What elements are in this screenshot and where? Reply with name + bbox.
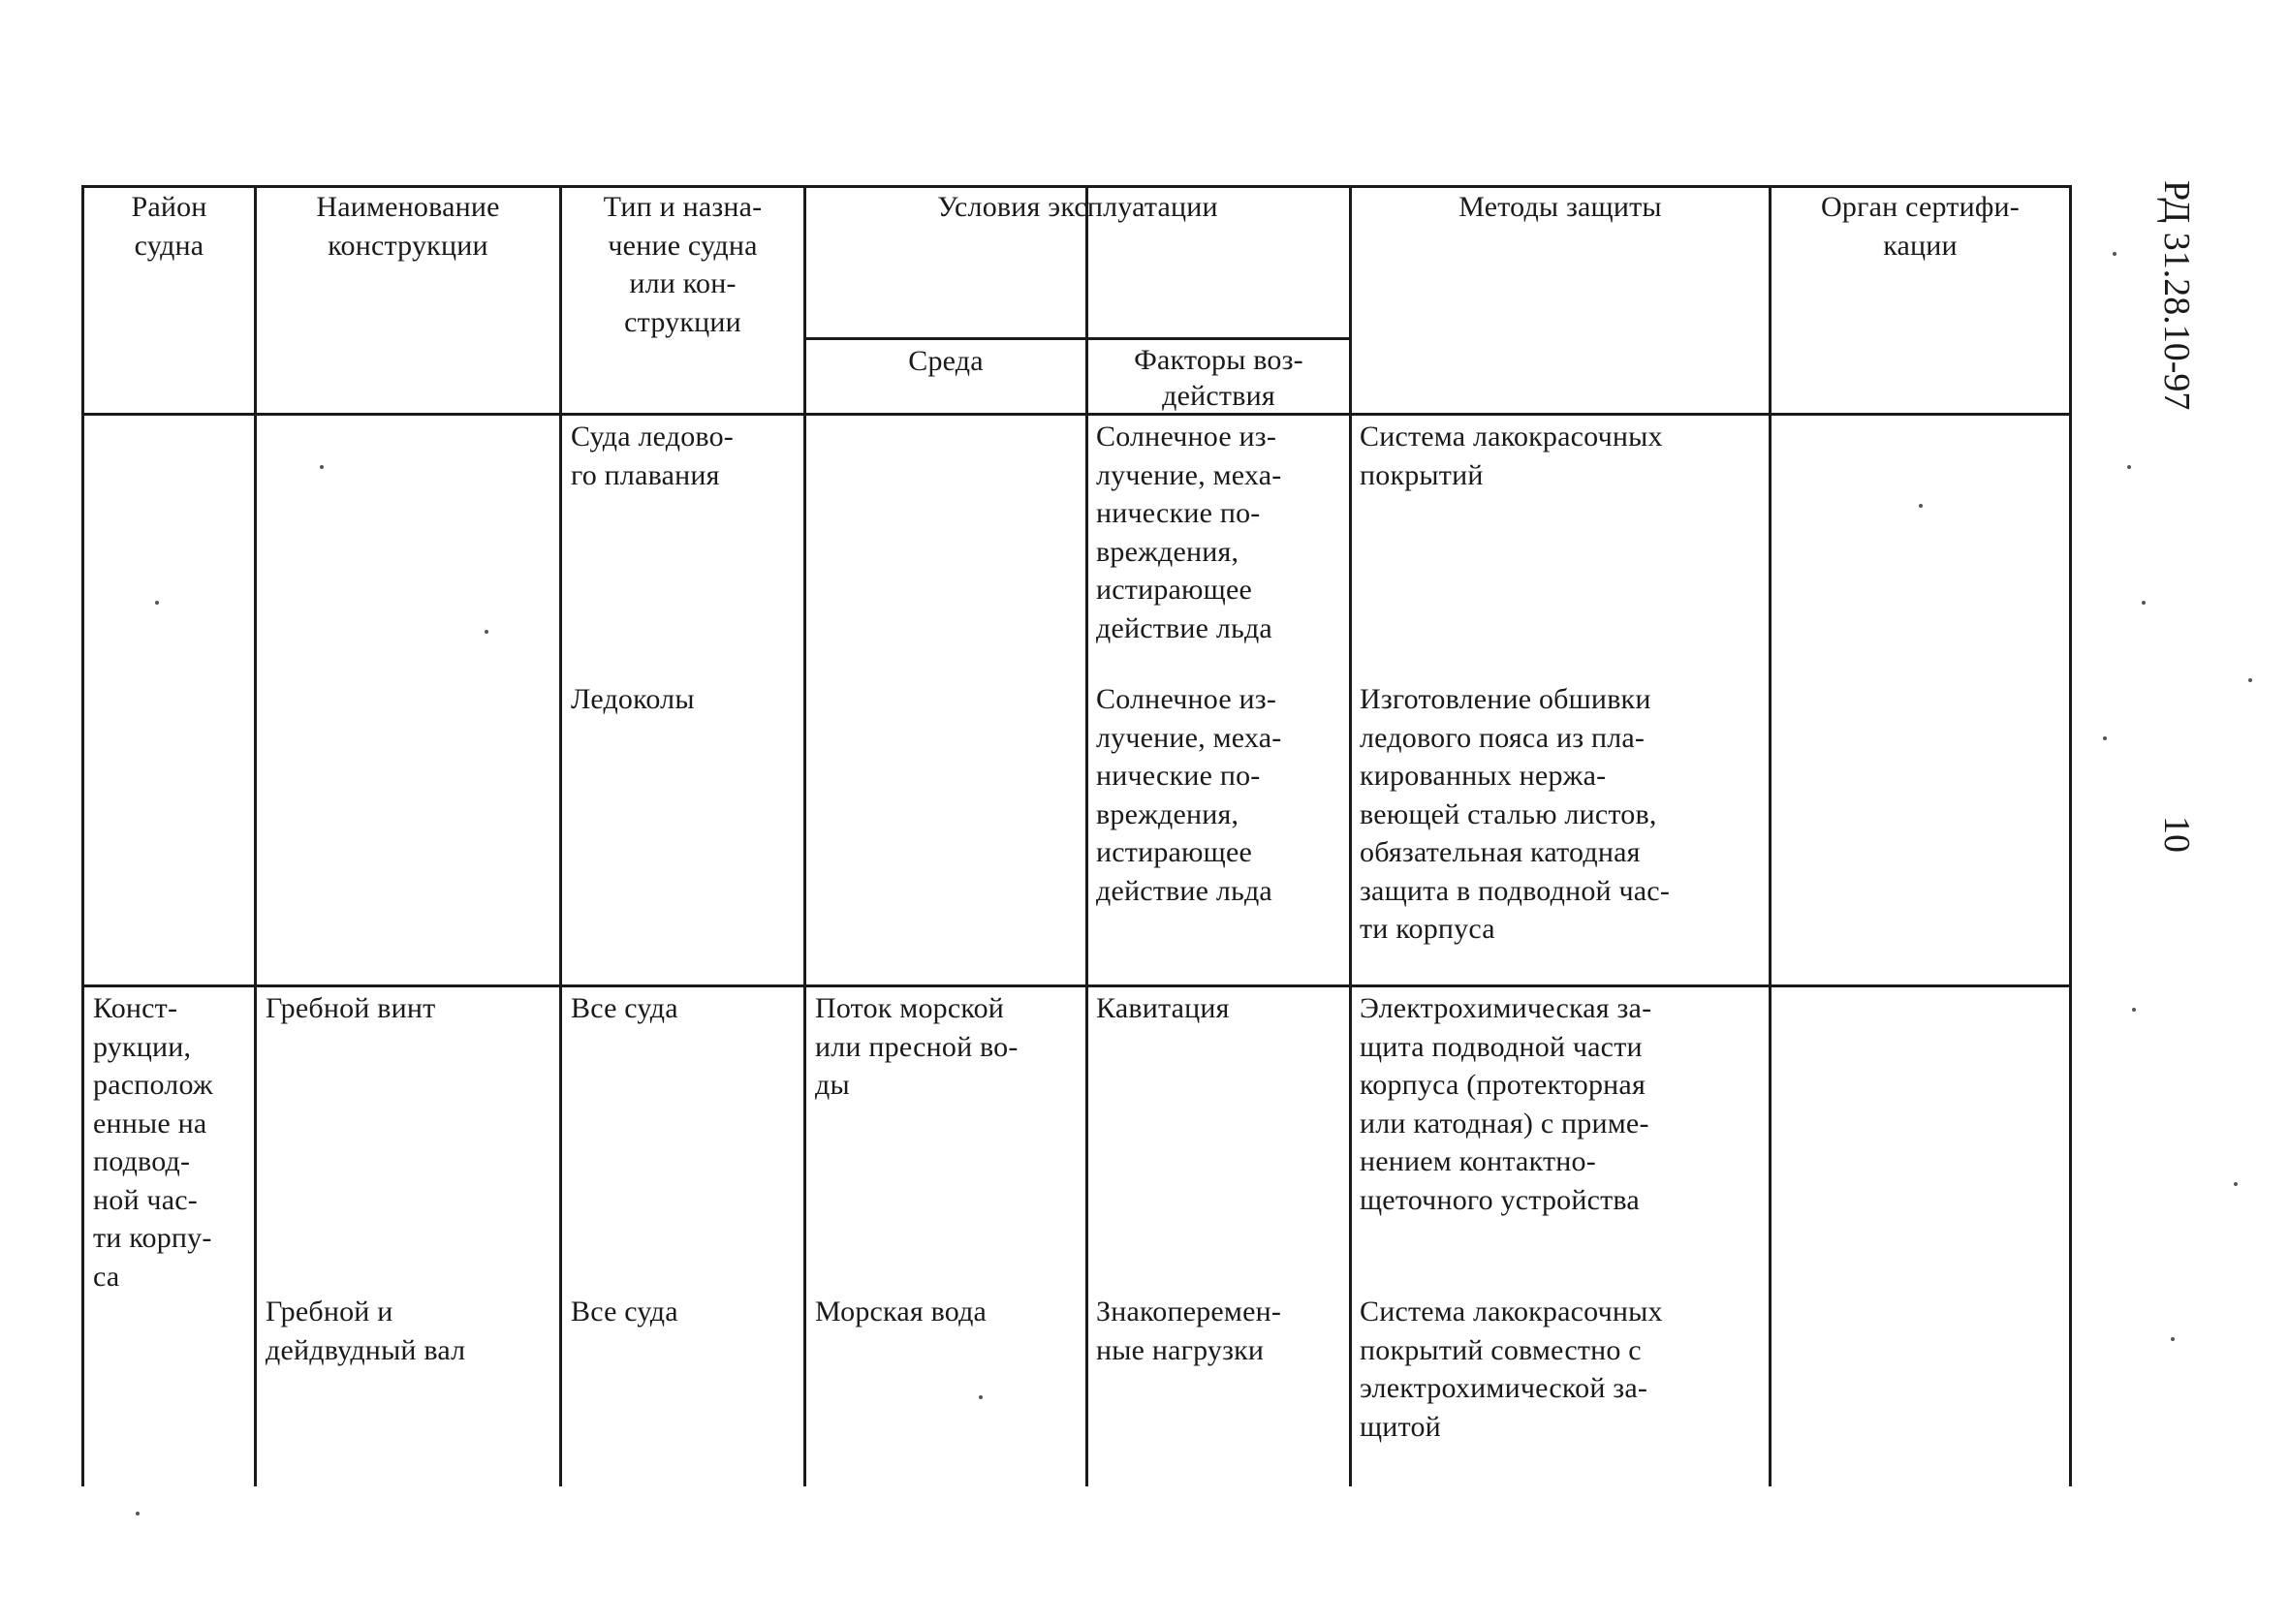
document-code: РД 31.28.10-97: [2156, 180, 2197, 411]
scan-speck: [136, 1512, 140, 1515]
row-shaft-methods: Система лакокрасочных покрытий совместно с электрохимической за- щитой: [1360, 1296, 1663, 1443]
row-propeller-environment: Поток морской или пресной во- ды: [815, 992, 1019, 1101]
scan-speck: [2113, 252, 2117, 256]
section-divider: [81, 984, 2072, 987]
row-shaft-environment: Морская вода: [815, 1296, 988, 1327]
header-operating-conditions: Условия эксплуатации: [937, 191, 1218, 223]
scan-speck: [2234, 1182, 2238, 1186]
conditions-subheader-rule: [803, 337, 1352, 340]
column-divider: [254, 185, 257, 1486]
column-divider: [1349, 185, 1352, 1486]
row-shaft-type: Все суда: [571, 1296, 678, 1327]
row-shaft-factors: Знакоперемен- ные нагрузки: [1096, 1296, 1282, 1366]
row-icebreakers-type: Ледоколы: [571, 683, 695, 715]
row-propeller-construction: Гребной винт: [266, 992, 436, 1024]
row-ice-vessels-factors: Солнечное из- лучение, меха- нические по- вреждения, истирающее действие льда: [1096, 421, 1282, 644]
header-district: Район судна: [131, 191, 207, 262]
scan-speck: [2132, 1008, 2136, 1012]
scan-speck: [2103, 736, 2107, 740]
column-divider: [1769, 185, 1772, 1486]
scan-speck: [979, 1395, 983, 1399]
scan-speck: [320, 465, 324, 469]
table-border-left: [81, 185, 84, 1486]
header-environment: Среда: [908, 345, 984, 377]
row-propeller-factors: Кавитация: [1096, 992, 1230, 1024]
table-border-right: [2069, 185, 2072, 1486]
header-vessel-type: Тип и назна- чение судна или кон- струкции: [603, 191, 763, 338]
scan-speck: [2248, 678, 2252, 682]
row-shaft-construction: Гребной и дейдвудный вал: [266, 1296, 466, 1366]
row-ice-vessels-methods: Система лакокрасочных покрытий: [1360, 421, 1663, 491]
row-propeller-type: Все суда: [571, 992, 678, 1024]
protection-methods-table: [81, 185, 2072, 1486]
header-bottom-rule: [81, 413, 2072, 416]
row-propeller-district: Конст- рукции, располож енные на подвод- ной час- ти корпу- са: [93, 992, 213, 1293]
row-icebreakers-methods: Изготовление обшивки ледового пояса из пла- кированных нержа- веющей сталью листов, обязательная катодная защита в подводной час- ти корпуса: [1360, 683, 1671, 945]
scan-speck: [1919, 504, 1923, 508]
scan-speck: [2171, 1337, 2175, 1341]
scan-speck: [155, 601, 159, 605]
header-certification-body: Орган сертифи- кации: [1821, 191, 2020, 262]
header-construction: Наименование конструкции: [316, 191, 500, 262]
scan-speck: [2142, 601, 2146, 605]
scan-speck: [485, 630, 488, 634]
row-ice-vessels-type: Суда ледово- го плавания: [571, 421, 734, 491]
page-number: 10: [2156, 816, 2197, 853]
column-divider: [559, 185, 562, 1486]
scan-speck: [2127, 465, 2131, 469]
row-propeller-methods: Электрохимическая за- щита подводной части корпуса (протекторная или катодная) с приме- нением контактно- щеточного устройства: [1360, 992, 1652, 1216]
row-icebreakers-factors: Солнечное из- лучение, меха- нические по- вреждения, истирающее действие льда: [1096, 683, 1282, 907]
header-impact-factors: Факторы воз- действия: [1134, 344, 1303, 412]
header-protection-methods: Методы защиты: [1458, 191, 1662, 223]
